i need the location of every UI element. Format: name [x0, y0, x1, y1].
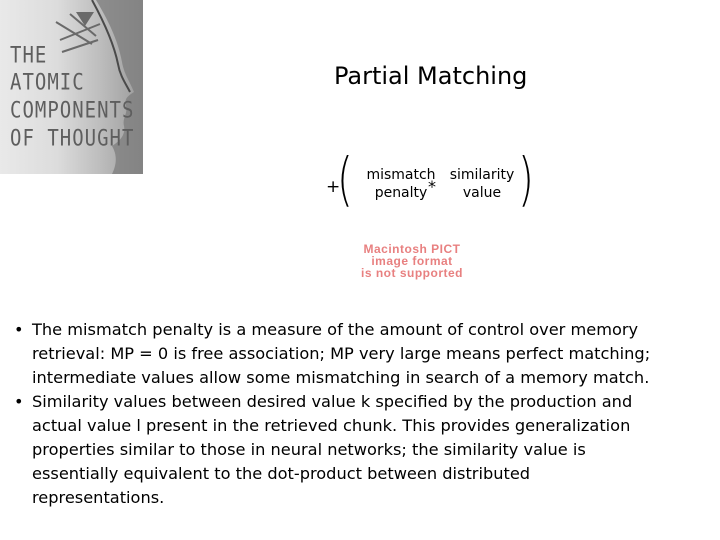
formula-term-line: similarity — [449, 167, 515, 183]
logo-text-line: OF THOUGHT — [10, 125, 135, 151]
logo-text-line: COMPONENTS — [10, 97, 135, 123]
placeholder-line: image format — [371, 254, 453, 268]
bullet-line: intermediate values allow some mismatching in search of a memory match. — [32, 368, 650, 387]
bullet-line: retrieval: MP = 0 is free association; MP very large means perfect matching; — [32, 344, 651, 363]
bullet-item — [12, 318, 712, 390]
bullet-line: The mismatch penalty is a measure of the amount of control over memory — [32, 320, 639, 339]
formula-plus: + — [326, 177, 341, 197]
formula-term-line: value — [462, 185, 502, 201]
book-cover-logo — [0, 0, 143, 174]
formula-close-paren: ) — [518, 145, 534, 213]
bullet-item — [12, 390, 712, 510]
bullet-dot-icon: • — [14, 320, 24, 339]
logo-text-line: ATOMIC — [10, 69, 85, 95]
bullet-line: actual value l present in the retrieved chunk. This provides generalization — [32, 416, 631, 435]
bullet-line: properties similar to those in neural networks; the similarity value is — [32, 440, 586, 459]
unsupported-image-placeholder — [332, 243, 492, 279]
page-title: Partial Matching — [334, 62, 528, 90]
placeholder-line: Macintosh PICT — [363, 242, 461, 256]
bullet-line: Similarity values between desired value k specified by the production and — [32, 392, 633, 411]
formula-term-line: penalty — [374, 185, 428, 201]
bullet-line: essentially equivalent to the dot-product between distributed — [32, 464, 531, 483]
bullet-list — [12, 318, 712, 510]
bullet-dot-icon: • — [14, 392, 24, 411]
formula-similarity-value — [444, 166, 520, 202]
logo-text-line: THE — [10, 42, 48, 68]
formula-times: * — [428, 177, 436, 196]
formula-term-line: mismatch — [366, 167, 436, 183]
placeholder-line: is not supported — [361, 266, 463, 280]
bullet-line: representations. — [32, 488, 165, 507]
formula-open-paren: ( — [337, 145, 353, 213]
